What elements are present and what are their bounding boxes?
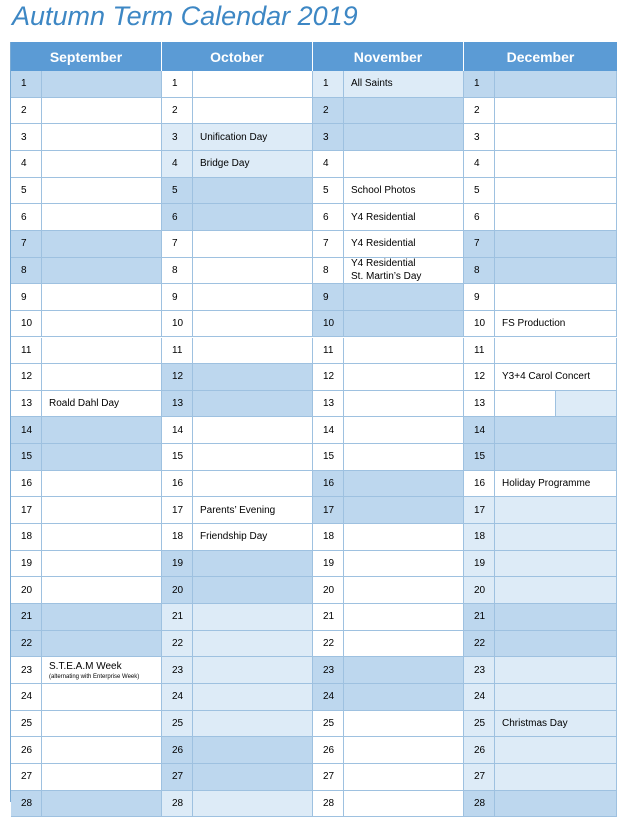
- calendar-row: [11, 497, 617, 524]
- day-number-october: 12: [162, 364, 193, 391]
- day-number-september: 17: [11, 497, 42, 524]
- event-cell-november: [344, 631, 464, 658]
- day-number-november: 12: [313, 364, 344, 391]
- event-cell-october: [193, 338, 313, 365]
- day-number-october: 2: [162, 98, 193, 125]
- day-number-october: 27: [162, 764, 193, 791]
- event-cell-december: Y3+4 Carol Concert: [495, 364, 617, 391]
- day-number-december: 17: [464, 497, 495, 524]
- day-number-december: 11: [464, 338, 495, 365]
- event-cell-october: [193, 417, 313, 444]
- event-cell-december: [495, 338, 617, 365]
- calendar-row: [11, 391, 617, 418]
- day-number-october: 28: [162, 791, 193, 817]
- calendar-row: [11, 151, 617, 178]
- day-number-october: 10: [162, 311, 193, 338]
- event-cell-november: [344, 444, 464, 471]
- event-cell-december: [495, 258, 617, 285]
- event-cell-november: [344, 684, 464, 711]
- event-cell-october: [193, 98, 313, 125]
- day-number-september: 10: [11, 311, 42, 338]
- day-number-october: 13: [162, 391, 193, 418]
- calendar-row: [11, 71, 617, 98]
- calendar-row: [11, 178, 617, 205]
- event-cell-november: [344, 497, 464, 524]
- day-number-september: 25: [11, 711, 42, 738]
- event-cell-september: [42, 311, 162, 338]
- day-number-october: 8: [162, 258, 193, 285]
- day-number-october: 23: [162, 657, 193, 684]
- day-number-november: 24: [313, 684, 344, 711]
- day-number-december: 20: [464, 577, 495, 604]
- event-cell-november: Y4 Residential: [344, 231, 464, 258]
- event-cell-october: [193, 471, 313, 498]
- day-number-october: 3: [162, 124, 193, 151]
- event-cell-november: All Saints: [344, 71, 464, 98]
- event-cell-september: [42, 524, 162, 551]
- event-cell-november: School Photos: [344, 178, 464, 205]
- event-cell-september: [42, 71, 162, 98]
- calendar-row: [11, 604, 617, 631]
- day-number-november: 15: [313, 444, 344, 471]
- event-cell-october: [193, 551, 313, 578]
- day-number-november: 13: [313, 391, 344, 418]
- event-cell-december: [495, 444, 617, 471]
- event-cell-october: [193, 791, 313, 817]
- day-number-september: 15: [11, 444, 42, 471]
- event-cell-december: [495, 524, 617, 551]
- day-number-november: 27: [313, 764, 344, 791]
- event-cell-september: [42, 98, 162, 125]
- event-cell-november: [344, 471, 464, 498]
- event-subtext: St. Martin’s Day: [351, 271, 422, 283]
- event-cell-september: [42, 604, 162, 631]
- day-number-october: 21: [162, 604, 193, 631]
- day-number-september: 8: [11, 258, 42, 285]
- day-number-october: 24: [162, 684, 193, 711]
- event-subtext: (alternating with Enterprise Week): [49, 673, 140, 680]
- day-number-september: 26: [11, 737, 42, 764]
- event-cell-december: [495, 791, 617, 817]
- calendar-row: [11, 524, 617, 551]
- day-number-november: 16: [313, 471, 344, 498]
- event-cell-october: Parents’ Evening: [193, 497, 313, 524]
- event-text: S.T.E.A.M Week: [49, 660, 122, 672]
- calendar-row: [11, 551, 617, 578]
- event-cell-september: [42, 258, 162, 285]
- day-number-october: 17: [162, 497, 193, 524]
- day-number-november: 20: [313, 577, 344, 604]
- day-number-november: 2: [313, 98, 344, 125]
- day-number-november: 21: [313, 604, 344, 631]
- day-number-september: 16: [11, 471, 42, 498]
- calendar-row: [11, 737, 617, 764]
- day-number-december: 21: [464, 604, 495, 631]
- event-cell-november: [344, 391, 464, 418]
- month-header-september: September: [11, 42, 162, 71]
- day-number-december: 24: [464, 684, 495, 711]
- event-cell-september: [42, 497, 162, 524]
- calendar-row: [11, 258, 617, 285]
- day-number-december: 5: [464, 178, 495, 205]
- event-cell-november: [344, 124, 464, 151]
- event-cell-december: [495, 204, 617, 231]
- day-number-september: 9: [11, 284, 42, 311]
- day-number-november: 5: [313, 178, 344, 205]
- event-cell-september: [42, 338, 162, 365]
- event-cell-november: [344, 284, 464, 311]
- day-number-november: 22: [313, 631, 344, 658]
- day-number-december: 3: [464, 124, 495, 151]
- day-number-september: 23: [11, 657, 42, 684]
- event-cell-december: [495, 417, 617, 444]
- day-number-october: 6: [162, 204, 193, 231]
- event-cell-september: [42, 577, 162, 604]
- calendar-row: [11, 364, 617, 391]
- event-cell-september: [42, 711, 162, 738]
- event-cell-september: [42, 444, 162, 471]
- day-number-november: 11: [313, 338, 344, 365]
- event-cell-september: [42, 284, 162, 311]
- event-cell-december: [495, 497, 617, 524]
- day-number-november: 8: [313, 258, 344, 285]
- day-number-october: 15: [162, 444, 193, 471]
- calendar-row: [11, 711, 617, 738]
- day-number-october: 26: [162, 737, 193, 764]
- event-cell-november: [344, 711, 464, 738]
- calendar-row: [11, 684, 617, 711]
- day-number-december: 2: [464, 98, 495, 125]
- event-cell-october: [193, 657, 313, 684]
- day-number-september: 19: [11, 551, 42, 578]
- event-cell-december: [495, 684, 617, 711]
- day-number-october: 14: [162, 417, 193, 444]
- day-number-december: 13: [464, 391, 495, 418]
- day-number-september: 1: [11, 71, 42, 98]
- day-number-october: 4: [162, 151, 193, 178]
- day-number-september: 11: [11, 338, 42, 365]
- calendar-row: [11, 311, 617, 338]
- day-number-october: 1: [162, 71, 193, 98]
- day-number-december: 10: [464, 311, 495, 338]
- day-number-october: 19: [162, 551, 193, 578]
- day-number-december: 7: [464, 231, 495, 258]
- day-number-december: 9: [464, 284, 495, 311]
- event-cell-november: Y4 Residential: [344, 204, 464, 231]
- day-number-december: 27: [464, 764, 495, 791]
- day-number-november: 4: [313, 151, 344, 178]
- day-number-october: 25: [162, 711, 193, 738]
- calendar-row: [11, 791, 617, 817]
- day-number-october: 5: [162, 178, 193, 205]
- event-cell-september: [42, 364, 162, 391]
- event-cell-september: [42, 471, 162, 498]
- event-cell-october: [193, 737, 313, 764]
- event-cell-december: [495, 98, 617, 125]
- event-cell-september: Roald Dahl Day: [42, 391, 162, 418]
- calendar-grid: [10, 42, 616, 809]
- event-cell-november: [344, 737, 464, 764]
- event-cell-december: [495, 391, 556, 418]
- calendar-row: [11, 657, 617, 684]
- day-number-october: 16: [162, 471, 193, 498]
- event-cell-november: [344, 657, 464, 684]
- event-cell-october: [193, 684, 313, 711]
- day-number-september: 3: [11, 124, 42, 151]
- day-number-november: 14: [313, 417, 344, 444]
- event-cell-september: [42, 417, 162, 444]
- day-number-december: 28: [464, 791, 495, 817]
- event-cell-december: [495, 631, 617, 658]
- day-number-december: 8: [464, 258, 495, 285]
- event-cell-october: [193, 577, 313, 604]
- event-cell-december: [495, 231, 617, 258]
- event-cell-september: [42, 204, 162, 231]
- event-cell-december: Holiday Programme: [495, 471, 617, 498]
- day-number-september: 20: [11, 577, 42, 604]
- day-number-november: 18: [313, 524, 344, 551]
- event-cell-november: [344, 551, 464, 578]
- event-cell-december: [495, 71, 617, 98]
- day-number-october: 11: [162, 338, 193, 365]
- month-header-december: December: [464, 42, 617, 71]
- day-number-november: 9: [313, 284, 344, 311]
- day-number-december: 23: [464, 657, 495, 684]
- day-number-november: 19: [313, 551, 344, 578]
- calendar-row: [11, 577, 617, 604]
- event-cell-november: [344, 764, 464, 791]
- event-cell-december: [495, 124, 617, 151]
- day-number-september: 6: [11, 204, 42, 231]
- day-number-november: 1: [313, 71, 344, 98]
- event-cell-november: [344, 417, 464, 444]
- event-cell-november: [344, 311, 464, 338]
- day-number-december: 15: [464, 444, 495, 471]
- event-cell-october: [193, 604, 313, 631]
- day-number-december: 14: [464, 417, 495, 444]
- calendar-row: [11, 444, 617, 471]
- day-number-november: 28: [313, 791, 344, 817]
- event-cell-december: [556, 391, 617, 418]
- event-cell-september: [42, 684, 162, 711]
- event-cell-november: [344, 791, 464, 817]
- event-cell-october: [193, 311, 313, 338]
- day-number-september: 27: [11, 764, 42, 791]
- calendar-row: [11, 764, 617, 791]
- day-number-december: 12: [464, 364, 495, 391]
- day-number-september: 21: [11, 604, 42, 631]
- event-cell-december: FS Production: [495, 311, 617, 338]
- day-number-september: 13: [11, 391, 42, 418]
- day-number-october: 22: [162, 631, 193, 658]
- event-cell-october: [193, 284, 313, 311]
- day-number-november: 3: [313, 124, 344, 151]
- event-cell-september: [42, 151, 162, 178]
- event-cell-october: [193, 178, 313, 205]
- event-cell-december: [495, 764, 617, 791]
- day-number-november: 6: [313, 204, 344, 231]
- event-cell-november: [344, 258, 464, 285]
- page-title: Autumn Term Calendar 2019: [12, 1, 358, 31]
- event-cell-september: [42, 791, 162, 817]
- day-number-september: 28: [11, 791, 42, 817]
- month-header-october: October: [162, 42, 313, 71]
- event-cell-october: [193, 258, 313, 285]
- day-number-december: 4: [464, 151, 495, 178]
- month-header-november: November: [313, 42, 464, 71]
- day-number-september: 7: [11, 231, 42, 258]
- calendar-row: [11, 631, 617, 658]
- day-number-september: 24: [11, 684, 42, 711]
- event-cell-november: [344, 577, 464, 604]
- event-cell-october: Friendship Day: [193, 524, 313, 551]
- event-cell-october: [193, 231, 313, 258]
- calendar-row: [11, 124, 617, 151]
- day-number-october: 9: [162, 284, 193, 311]
- event-cell-november: [344, 524, 464, 551]
- event-cell-october: [193, 764, 313, 791]
- day-number-december: 25: [464, 711, 495, 738]
- day-number-december: 18: [464, 524, 495, 551]
- calendar-row: [11, 417, 617, 444]
- event-cell-december: [495, 551, 617, 578]
- day-number-november: 17: [313, 497, 344, 524]
- event-cell-december: Christmas Day: [495, 711, 617, 738]
- event-cell-september: [42, 737, 162, 764]
- event-cell-december: [495, 737, 617, 764]
- event-cell-december: [495, 577, 617, 604]
- calendar-row: [11, 338, 617, 365]
- day-number-november: 10: [313, 311, 344, 338]
- event-cell-september: [42, 178, 162, 205]
- day-number-december: 19: [464, 551, 495, 578]
- event-cell-september: [42, 551, 162, 578]
- event-cell-december: [495, 657, 617, 684]
- day-number-october: 7: [162, 231, 193, 258]
- event-text: Y4 Residential: [351, 258, 416, 270]
- event-cell-september: [42, 657, 162, 684]
- event-cell-october: [193, 204, 313, 231]
- day-number-december: 16: [464, 471, 495, 498]
- day-number-december: 22: [464, 631, 495, 658]
- day-number-september: 5: [11, 178, 42, 205]
- event-cell-november: [344, 604, 464, 631]
- event-cell-november: [344, 338, 464, 365]
- event-cell-october: [193, 364, 313, 391]
- day-number-september: 2: [11, 98, 42, 125]
- day-number-november: 25: [313, 711, 344, 738]
- day-number-november: 7: [313, 231, 344, 258]
- day-number-september: 12: [11, 364, 42, 391]
- calendar-row: [11, 284, 617, 311]
- event-cell-october: [193, 391, 313, 418]
- day-number-september: 22: [11, 631, 42, 658]
- event-cell-october: Bridge Day: [193, 151, 313, 178]
- calendar-row: [11, 98, 617, 125]
- day-number-november: 26: [313, 737, 344, 764]
- event-cell-november: [344, 364, 464, 391]
- event-cell-october: Unification Day: [193, 124, 313, 151]
- day-number-september: 14: [11, 417, 42, 444]
- calendar-row: [11, 204, 617, 231]
- event-cell-october: [193, 71, 313, 98]
- event-cell-october: [193, 444, 313, 471]
- event-cell-november: [344, 98, 464, 125]
- day-number-september: 18: [11, 524, 42, 551]
- day-number-december: 1: [464, 71, 495, 98]
- event-cell-september: [42, 231, 162, 258]
- day-number-october: 20: [162, 577, 193, 604]
- day-number-december: 26: [464, 737, 495, 764]
- event-cell-september: [42, 124, 162, 151]
- day-number-december: 6: [464, 204, 495, 231]
- event-cell-december: [495, 151, 617, 178]
- calendar-row: [11, 231, 617, 258]
- day-number-october: 18: [162, 524, 193, 551]
- event-cell-december: [495, 178, 617, 205]
- day-number-november: 23: [313, 657, 344, 684]
- event-cell-october: [193, 631, 313, 658]
- day-number-september: 4: [11, 151, 42, 178]
- event-cell-december: [495, 604, 617, 631]
- calendar-row: [11, 471, 617, 498]
- event-cell-october: [193, 711, 313, 738]
- event-cell-september: [42, 764, 162, 791]
- event-cell-december: [495, 284, 617, 311]
- event-cell-november: [344, 151, 464, 178]
- event-cell-september: [42, 631, 162, 658]
